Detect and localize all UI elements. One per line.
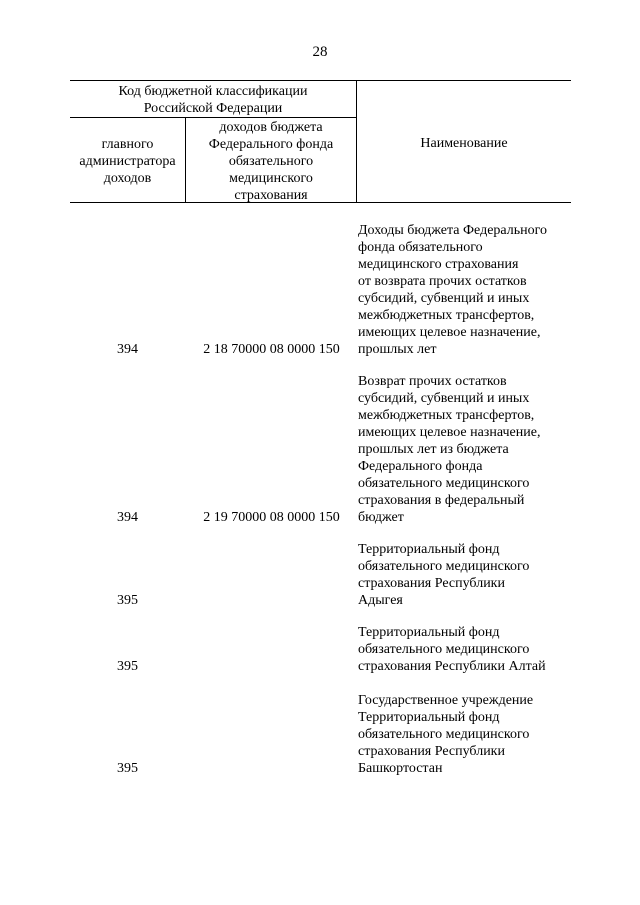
table-row-name: Доходы бюджета Федерального фонда обязательного медицинского страхования от возврата прочих остатков субсидий, субвенций и иных межбюджетных трансфертов, имеющих целевое назначение, прошлых лет xyxy=(358,223,548,357)
header-col-admin: главного администратора доходов xyxy=(79,137,176,186)
table-row-admin-code: 395 xyxy=(117,593,138,608)
table-row-admin-code: 395 xyxy=(117,659,138,674)
table-row-admin-code: 394 xyxy=(117,510,138,525)
table-row-admin-code: 394 xyxy=(117,342,138,357)
header-col-revenue: доходов бюджета Федерального фонда обязательного медицинского страхования xyxy=(208,120,334,203)
table-row-revenue-code: 2 18 70000 08 0000 150 xyxy=(203,342,340,357)
table-row-name: Территориальный фонд обязательного медицинского страхования Республики Адыгея xyxy=(358,542,530,608)
table-row-admin-code: 395 xyxy=(117,761,138,776)
table-row-name: Территориальный фонд обязательного медицинского страхования Республики Алтай xyxy=(358,625,546,674)
table-row-name: Возврат прочих остатков субсидий, субвенций и иных межбюджетных трансфертов, имеющих целевое назначение, прошлых лет из бюджета Федерального фонда обязательного медицинского страхования в федеральный бюджет xyxy=(358,374,541,525)
header-col-name: Наименование xyxy=(420,136,508,151)
page-number: 28 xyxy=(312,44,328,60)
table-row-name: Государственное учреждение Территориальный фонд обязательного медицинского страхования Республики Башкортостан xyxy=(358,693,534,776)
header-code-group-title: Код бюджетной классификации Российской Федерации xyxy=(118,84,308,116)
table-row-revenue-code: 2 19 70000 08 0000 150 xyxy=(203,510,340,525)
